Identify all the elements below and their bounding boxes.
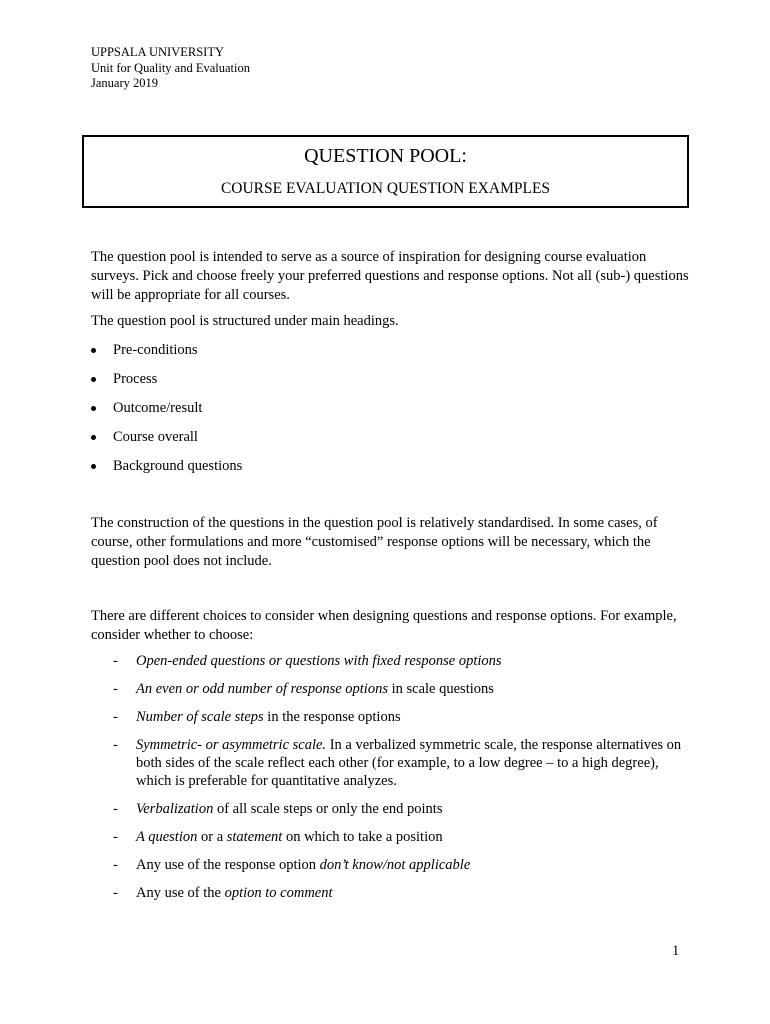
document-header — [91, 45, 250, 92]
list-item: - A question or a statement on which to take a position — [113, 829, 443, 845]
dash-marker: - — [113, 885, 118, 901]
header-date: January 2019 — [91, 76, 158, 90]
list-item: - Verbalization of all scale steps or only the end points — [113, 801, 443, 817]
list-item: Pre-conditions — [91, 341, 242, 370]
bullet-icon — [91, 435, 96, 440]
bullet-icon — [91, 406, 96, 411]
bullet-icon — [91, 464, 96, 469]
dash-marker: - — [113, 709, 118, 725]
page-title: QUESTION POOL: — [304, 145, 467, 167]
list-item: Course overall — [91, 428, 242, 457]
dash-marker: - — [113, 829, 118, 845]
list-item: - Symmetric- or asymmetric scale. In a verbalized symmetric scale, the response alternatives on both sides of the scale reflect each other (for example, to a low degree – to a high degree), which is preferable for quantitative analyzes. — [113, 737, 682, 789]
bullet-icon — [91, 348, 96, 353]
choices-paragraph: There are different choices to consider when designing questions and response options. For example, consider whether to choose: — [91, 608, 677, 643]
dash-marker: - — [113, 737, 118, 753]
list-item: Background questions — [91, 457, 242, 486]
list-item: Outcome/result — [91, 399, 242, 428]
list-item: - Any use of the option to comment — [113, 885, 333, 901]
intro-paragraph: The question pool is intended to serve as a source of inspiration for designing course evaluation surveys. Pick and choose freely your preferred questions and response options. Not all (sub-) questions will be appropriate for all courses. — [91, 249, 689, 303]
structure-paragraph: The question pool is structured under main headings. — [91, 313, 399, 329]
list-item: Process — [91, 370, 242, 399]
title-box — [82, 135, 689, 208]
dash-marker: - — [113, 857, 118, 873]
list-item: - Open-ended questions or questions with fixed response options — [113, 653, 502, 669]
bullet-icon — [91, 377, 96, 382]
page-subtitle: COURSE EVALUATION QUESTION EXAMPLES — [220, 180, 551, 197]
construction-paragraph: The construction of the questions in the question pool is relatively standardised. In some cases, of course, other formulations and more “customised” response options will be necessary, which the question pool does not include. — [91, 515, 658, 569]
choices-list — [113, 652, 688, 912]
dash-marker: - — [113, 801, 118, 817]
dash-marker: - — [113, 653, 118, 669]
main-headings-list — [91, 341, 242, 486]
list-item: - Any use of the response option don’t know/not applicable — [113, 857, 471, 873]
dash-marker: - — [113, 681, 118, 697]
list-item: - Number of scale steps in the response options — [113, 709, 401, 725]
page-number: 1 — [672, 943, 680, 959]
header-university: UPPSALA UNIVERSITY — [91, 45, 225, 59]
list-item: - An even or odd number of response options in scale questions — [113, 681, 494, 697]
header-unit: Unit for Quality and Evaluation — [91, 60, 250, 75]
